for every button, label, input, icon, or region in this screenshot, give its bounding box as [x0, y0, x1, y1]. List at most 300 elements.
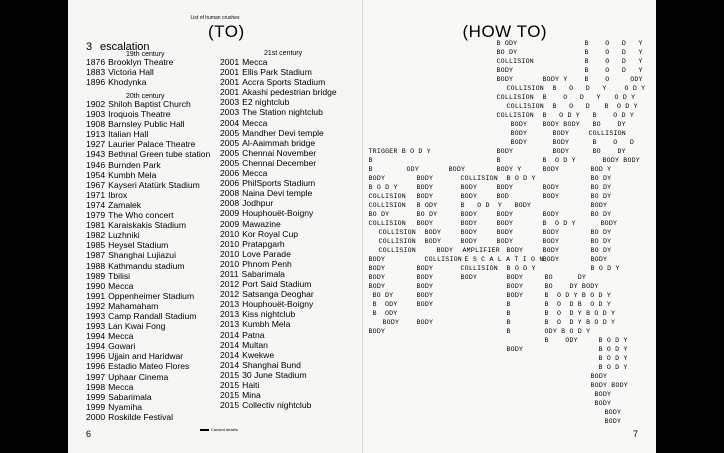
body-word: B O D Y: [590, 265, 620, 272]
event-item: [220, 279, 337, 289]
event-name: Mecca: [108, 280, 134, 291]
event-year: 2013: [220, 309, 240, 320]
event-year: 2010: [220, 238, 240, 249]
event-item: [86, 240, 210, 250]
event-year: 1927: [86, 139, 106, 150]
event-year: 1998: [86, 381, 106, 392]
body-word: BODY: [368, 175, 386, 182]
events-list-20th: [86, 99, 210, 422]
event-item: [220, 330, 337, 340]
event-year: 1989: [86, 270, 106, 281]
event-item: [220, 158, 337, 168]
body-word: BODY: [594, 391, 612, 398]
event-item: [86, 341, 210, 351]
body-word: BO DY: [590, 238, 612, 245]
event-year: 2005: [220, 147, 240, 158]
event-item: [220, 390, 337, 400]
body-word: BODY: [590, 373, 608, 380]
event-item: [86, 139, 210, 149]
body-word: B: [368, 166, 373, 173]
event-name: Mecca: [108, 331, 134, 342]
body-word: BO DY: [592, 121, 626, 128]
body-word: BO DY: [592, 148, 626, 155]
body-word: BODY: [368, 265, 386, 272]
event-year: 2005: [220, 137, 240, 148]
event-item: [86, 311, 210, 321]
body-word: COLLISION: [368, 193, 406, 200]
event-item: [220, 259, 337, 269]
body-word: BODY: [542, 247, 560, 254]
event-year: 2010: [220, 258, 240, 269]
body-word: B O D Y: [506, 175, 536, 182]
body-word: BODY: [460, 220, 478, 227]
body-word: B O D Y: [598, 346, 628, 353]
body-word: BODY BODY: [590, 382, 628, 389]
event-year: 1990: [86, 280, 106, 291]
event-name: Mecca: [242, 168, 268, 179]
events-list-21st: [220, 57, 337, 410]
body-word: BODY: [604, 409, 622, 416]
book-spread: [68, 0, 656, 453]
body-word: B O D Y: [584, 49, 643, 56]
body-word: BODY: [368, 328, 386, 335]
legend: [200, 427, 238, 432]
body-word: BODY: [496, 76, 514, 83]
event-name: Chennai December: [242, 157, 317, 168]
event-name: Luzhniki: [108, 230, 140, 241]
body-word: BODY BODY: [542, 121, 580, 128]
event-item: [86, 180, 210, 190]
body-word: BO DY: [590, 229, 612, 236]
event-name: Akashi pedestrian bridge: [242, 87, 337, 98]
event-item: [86, 271, 210, 281]
event-year: 1902: [86, 99, 106, 109]
body-word: BODY: [510, 130, 528, 137]
event-name: Khodynka: [108, 77, 147, 88]
body-word: BODY: [436, 247, 454, 254]
body-word: O D Y: [614, 94, 636, 101]
body-word: BODY: [496, 220, 514, 227]
event-name: Kathmandu stadium: [108, 260, 185, 271]
event-item: [220, 128, 337, 138]
event-name: Karaiskakis Stadium: [108, 220, 186, 231]
event-item: [86, 261, 210, 271]
event-item: [86, 230, 210, 240]
event-name: Ellis Park Stadium: [242, 67, 312, 78]
body-word: COLLISION: [424, 256, 462, 263]
body-word: BODY: [506, 274, 524, 281]
body-word: B: [506, 301, 511, 308]
event-name: Love Parade: [242, 248, 291, 259]
event-year: 1943: [86, 149, 106, 160]
event-item: [86, 382, 210, 392]
body-word: B O D Y: [598, 364, 628, 371]
body-word: BODY: [590, 256, 608, 263]
body-word: BODY: [368, 274, 386, 281]
event-year: 2001: [220, 57, 240, 67]
event-name: Victoria Hall: [108, 67, 154, 78]
body-word: BODY: [416, 319, 434, 326]
event-item: [86, 372, 210, 382]
body-word: BO DY BODY: [544, 283, 599, 290]
body-word: B O D: [592, 139, 635, 146]
event-year: 1987: [86, 250, 106, 261]
event-year: 2001: [220, 77, 240, 88]
event-item: [86, 301, 210, 311]
body-word: COLLISION: [368, 220, 406, 227]
legend-swatch: [200, 429, 209, 431]
event-name: Kwekwe: [242, 349, 275, 360]
event-year: 2015: [220, 390, 240, 401]
body-word: BODY: [542, 166, 560, 173]
body-word: B O D Y: [592, 112, 635, 119]
event-name: Uphaar Cinema: [108, 371, 169, 382]
event-year: 1967: [86, 179, 106, 190]
body-word: BODY: [600, 220, 618, 227]
event-item: [220, 77, 337, 87]
event-item: [86, 109, 210, 119]
event-year: 2008: [220, 188, 240, 199]
event-year: 2010: [220, 248, 240, 259]
body-word: AMPLIFIER: [462, 247, 500, 254]
event-name: Houphouët-Boigny: [242, 208, 314, 219]
body-word: COLLISION: [368, 202, 406, 209]
body-word: BODY: [460, 193, 478, 200]
page-header: List of human crushes: [190, 15, 240, 21]
body-word: BODY: [510, 121, 528, 128]
event-name: Brooklyn Theatre: [108, 57, 174, 67]
event-year: 1993: [86, 310, 106, 321]
body-word: B O D Y: [460, 202, 503, 209]
event-name: Kayseri Atatürk Stadium: [108, 179, 200, 190]
body-word: B ODY: [416, 202, 438, 209]
event-year: 1981: [86, 220, 106, 231]
event-name: Multan: [242, 339, 268, 350]
body-word: BOD: [496, 193, 509, 200]
chapter-number: 3: [86, 41, 93, 53]
body-word: B: [506, 328, 511, 335]
event-item: [86, 361, 210, 371]
event-year: 2003: [220, 107, 240, 118]
body-word: BODY: [496, 184, 514, 191]
event-name: Italian Hall: [108, 129, 149, 140]
body-word: BODY: [506, 292, 524, 299]
event-year: 1999: [86, 401, 106, 412]
event-year: 2015: [220, 400, 240, 411]
body-word: BO DY: [368, 211, 390, 218]
event-name: Sabarimala: [241, 268, 285, 279]
event-name: Lan Kwai Fong: [108, 321, 166, 332]
body-word: BODY Y: [542, 76, 568, 83]
event-year: 1993: [86, 321, 106, 332]
body-word: B O D Y B O D Y: [544, 319, 616, 326]
body-word: BO DY: [590, 193, 612, 200]
body-word: BODY: [542, 238, 560, 245]
body-word: B O D Y: [542, 94, 601, 101]
event-year: 2012: [220, 289, 240, 300]
body-word: BODY: [542, 184, 560, 191]
body-word: B O D Y: [368, 184, 398, 191]
body-word: B O ODY: [584, 76, 643, 83]
event-item: [220, 57, 337, 67]
event-item: [86, 57, 173, 67]
event-item: [220, 198, 337, 208]
body-word: B O D B O D Y: [544, 301, 612, 308]
event-item: [220, 370, 337, 380]
event-item: [86, 321, 210, 331]
event-year: 2005: [220, 157, 240, 168]
event-name: Sabarimala: [108, 391, 152, 402]
event-item: [220, 269, 337, 279]
body-word: B O D Y B O D Y: [544, 310, 616, 317]
event-item: [86, 129, 210, 139]
event-item: [86, 99, 210, 109]
body-word: B O D Y: [604, 103, 638, 110]
body-word: BODY: [496, 211, 514, 218]
event-item: [86, 351, 210, 361]
event-year: 2008: [220, 198, 240, 209]
event-year: 1997: [86, 371, 106, 382]
event-item: [86, 250, 210, 260]
body-word: BODY: [510, 139, 528, 146]
event-name: Patna: [242, 329, 265, 340]
event-year: 2006: [220, 168, 240, 179]
body-word: B O D Y: [584, 67, 643, 74]
body-word: BODY: [460, 238, 478, 245]
event-year: 2013: [220, 319, 240, 330]
body-word: COLLISION: [496, 58, 534, 65]
body-word: BODY: [542, 256, 560, 263]
event-name: The Who concert: [108, 210, 174, 221]
body-word: COLLISION: [506, 103, 544, 110]
body-word: BODY: [604, 418, 622, 425]
body-word: BODY: [416, 220, 434, 227]
event-year: 1985: [86, 240, 106, 251]
body-word: BO DY: [590, 184, 612, 191]
body-word: BODY: [416, 184, 434, 191]
event-item: [220, 309, 337, 319]
event-year: 2014: [220, 349, 240, 360]
body-word: COLLISION: [460, 265, 498, 272]
event-item: [220, 219, 337, 229]
event-item: [86, 281, 210, 291]
body-word: BODY: [506, 346, 524, 353]
event-year: 1994: [86, 331, 106, 342]
body-word: B ODY: [372, 310, 398, 317]
body-word: BODY: [424, 238, 442, 245]
body-word: B: [368, 157, 373, 164]
century-heading: 21st century: [264, 50, 303, 57]
event-year: 2000: [86, 411, 106, 422]
event-year: 1979: [86, 210, 106, 221]
event-name: Bethnal Green tube station: [108, 149, 211, 160]
event-item: [86, 291, 210, 301]
event-item: [86, 402, 210, 412]
body-word: TRIGGER B O D Y: [368, 148, 431, 155]
page-number: 6: [86, 429, 92, 439]
body-word: BODY BODY: [602, 157, 640, 164]
event-name: Mina: [242, 390, 261, 401]
body-word: B ODY: [544, 337, 578, 344]
left-page: [68, 0, 363, 453]
body-word: B ODY: [372, 301, 398, 308]
events-list-19th: [86, 57, 173, 87]
page-title: (TO): [208, 22, 245, 41]
event-year: 1908: [86, 119, 106, 130]
body-word: BODY: [506, 247, 524, 254]
body-word: BODY: [424, 229, 442, 236]
body-word: BO DY: [544, 274, 587, 281]
event-year: 1988: [86, 260, 106, 271]
event-item: [220, 87, 337, 97]
event-year: 1996: [86, 351, 106, 362]
body-word: BO DY: [590, 175, 612, 182]
body-word: BODY: [416, 193, 434, 200]
event-item: [220, 239, 337, 249]
event-year: 2006: [220, 178, 240, 189]
event-item: [86, 67, 173, 77]
event-name: Shanghai Bund: [242, 359, 301, 370]
body-word: BODY: [496, 238, 514, 245]
event-item: [220, 319, 337, 329]
event-item: [220, 208, 337, 218]
event-name: Kor Royal Cup: [242, 228, 299, 239]
event-year: 1971: [86, 189, 106, 200]
event-year: 1913: [86, 129, 106, 140]
event-name: Phnom Penh: [242, 258, 292, 269]
event-name: Nyamiha: [108, 401, 143, 412]
event-year: 2010: [220, 228, 240, 239]
event-year: 1883: [86, 67, 106, 78]
body-word: BODY: [416, 283, 434, 290]
body-word: BO DY: [416, 211, 438, 218]
body-word: E S C A L A T I O N: [464, 256, 544, 263]
body-word: COLLISION: [506, 85, 544, 92]
event-item: [220, 289, 337, 299]
body-word: BO DY: [496, 49, 518, 56]
event-name: The Station nightclub: [242, 107, 323, 118]
body-word: B O D Y: [552, 85, 607, 92]
body-word: BODY: [542, 193, 560, 200]
event-item: [220, 148, 337, 158]
body-word: BODY: [368, 256, 386, 263]
body-word: BODY: [590, 202, 608, 209]
event-name: Jodhpur: [242, 198, 274, 209]
event-name: PhilSports Stadium: [242, 178, 316, 189]
event-year: 1974: [86, 199, 106, 210]
event-name: Burnden Park: [108, 159, 161, 170]
event-item: [86, 77, 173, 87]
event-item: [220, 97, 337, 107]
century-heading: 19th century: [126, 51, 165, 58]
event-name: Collectiv nightclub: [242, 400, 312, 411]
event-name: Mahamaham: [108, 300, 159, 311]
event-year: 2001: [220, 87, 240, 98]
event-item: [220, 229, 337, 239]
event-year: 1991: [86, 290, 106, 301]
event-year: 2013: [220, 299, 240, 310]
event-item: [220, 138, 337, 148]
event-name: Roskilde Festival: [108, 411, 174, 422]
body-word: BODY: [460, 184, 478, 191]
event-item: [86, 412, 210, 422]
body-word: BODY: [496, 148, 514, 155]
event-name: Mandher Devi temple: [242, 127, 324, 138]
event-name: Zamalek: [108, 199, 142, 210]
body-word: BO DY: [372, 292, 394, 299]
event-item: [220, 168, 337, 178]
event-year: 2001: [220, 67, 240, 78]
body-word: B: [506, 310, 511, 317]
event-name: Ujjain and Haridwar: [108, 351, 184, 362]
body-word: BODY: [552, 130, 570, 137]
body-word: B O D Y: [542, 157, 576, 164]
event-year: 1896: [86, 77, 106, 88]
event-name: Iroquois Theatre: [108, 109, 171, 120]
body-word: COLLISION: [496, 94, 534, 101]
body-word: COLLISION: [588, 130, 626, 137]
legend-label: Caused deaths: [211, 427, 238, 432]
event-year: 2012: [220, 279, 240, 290]
event-item: [220, 188, 337, 198]
body-word: BODY: [460, 274, 478, 281]
event-item: [86, 190, 210, 200]
event-name: Mecca: [242, 117, 268, 128]
event-year: 1954: [86, 169, 106, 180]
body-word: B O D Y: [584, 40, 643, 47]
event-name: Mawazine: [242, 218, 281, 229]
body-word: BODY: [552, 139, 570, 146]
event-year: 2015: [220, 380, 240, 390]
event-name: Ibrox: [108, 189, 128, 200]
event-name: Shiloh Baptist Church: [108, 99, 191, 109]
event-name: Port Said Stadium: [242, 279, 312, 290]
event-item: [220, 400, 337, 410]
event-year: 2014: [220, 329, 240, 340]
body-word: COLLISION: [378, 238, 416, 245]
event-year: 2015: [220, 369, 240, 380]
event-name: Shanghai Lujiazui: [108, 250, 176, 261]
event-name: Pratapgarh: [242, 238, 285, 249]
body-word: BODY: [542, 211, 560, 218]
event-item: [86, 160, 210, 170]
body-word: B O D: [552, 103, 590, 110]
body-word: BODY: [542, 229, 560, 236]
body-word: B O D Y: [542, 220, 576, 227]
event-name: Al-Aaimmah bridge: [242, 137, 316, 148]
chapter-name: escalation: [100, 41, 150, 53]
event-year: 1999: [86, 391, 106, 402]
event-name: Heysel Stadium: [108, 240, 169, 251]
event-name: Barnsley Public Hall: [108, 119, 185, 130]
body-word: BODY: [416, 175, 434, 182]
event-name: 30 June Stadium: [242, 369, 307, 380]
body-word: BODY: [496, 229, 514, 236]
body-word: BODY: [368, 283, 386, 290]
body-word: B: [506, 319, 511, 326]
event-name: Laurier Palace Theatre: [108, 139, 196, 150]
body-word: BO DY: [590, 211, 612, 218]
body-word: BODY: [416, 301, 434, 308]
body-word: COLLISION: [460, 175, 498, 182]
body-word-graphic: [368, 40, 654, 425]
body-word: BODY: [514, 202, 532, 209]
body-word: COLLISION: [378, 247, 416, 254]
body-word: B O D Y: [584, 58, 643, 65]
event-item: [220, 360, 337, 370]
body-word: B O D Y B O D Y: [544, 292, 612, 299]
body-word: B O D Y: [598, 337, 628, 344]
